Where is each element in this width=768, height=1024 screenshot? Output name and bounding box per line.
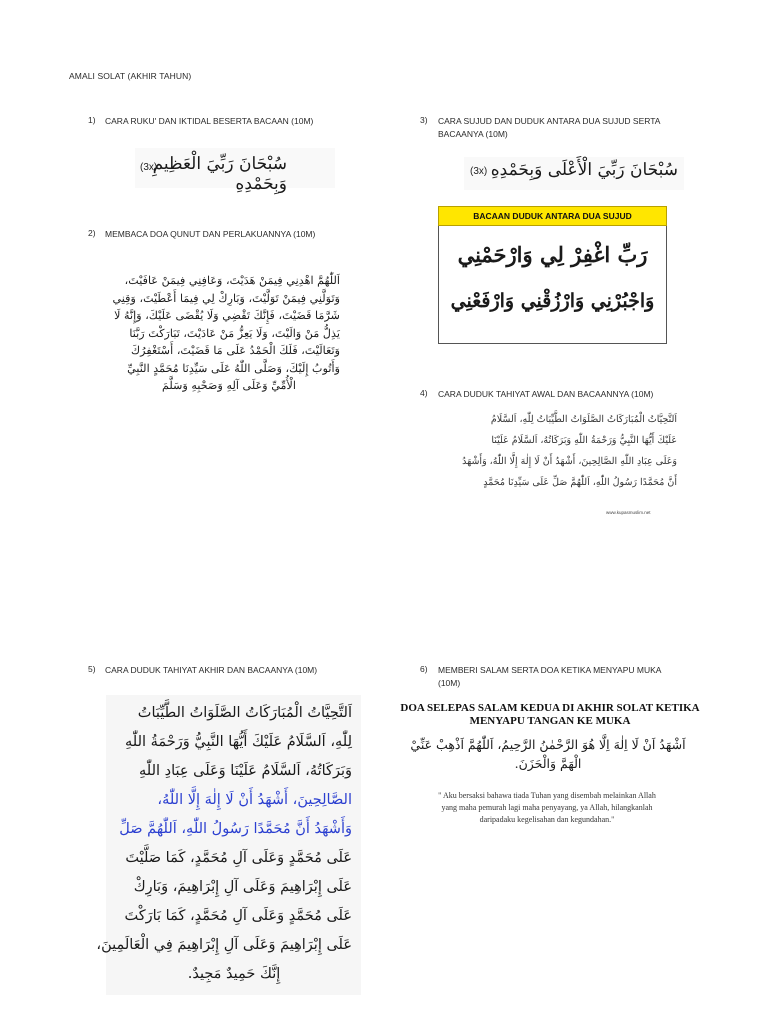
section-1-heading: CARA RUKU' DAN IKTIDAL BESERTA BACAAN (10M): [105, 116, 314, 126]
section-3-number: 3): [420, 115, 428, 125]
section-3-heading-line1: CARA SUJUD DAN DUDUK ANTARA DUA SUJUD SERTA: [438, 116, 661, 126]
ruku-count: (3x): [140, 162, 158, 173]
section-6-number: 6): [420, 664, 428, 674]
sujud-count: (3x): [470, 166, 488, 177]
qunut-line: شَرَّمَا قَضَيْتَ، فَإِنَّكَ تَقْضِي وَلَا يُقْضَى عَلَيْكَ، وَإِنَّهُ لَا: [114, 309, 340, 322]
qunut-line: الْأُمِّيِّ وَعَلَى آلِهِ وَصَحْبِهِ وَسَلَّمَ: [161, 379, 297, 392]
tahiyat-akhir-line-highlight: وَأَشْهَدُ أَنَّ مُحَمَّدًا رَسُولُ اللّٰهِ، اَللّٰهُمَّ صَلِّ: [119, 821, 352, 837]
section-3-heading-line2: BACAANYA (10M): [438, 129, 508, 139]
image-credit: www.kupasmuslim.net: [606, 510, 651, 515]
qunut-line: اَللّٰهُمَّ اهْدِنِي فِيمَنْ هَدَيْتَ، وَعَافِنِي فِيمَنْ عَافَيْتَ،: [124, 274, 340, 287]
tahiyat-akhir-line: عَلَى إِبْرَاهِيمَ وَعَلَى آلِ إِبْرَاهِيمَ، وَبَارِكْ: [133, 879, 352, 895]
qunut-line: يَذِلُّ مَنْ وَالَيْتَ، وَلَا يَعِزُّ مَنْ عَادَيْتَ، تَبَارَكْتَ رَبَّنَا: [129, 326, 340, 340]
ruku-arabic-box: [135, 148, 335, 194]
tahiyat-akhir-line: عَلَى إِبْرَاهِيمَ وَعَلَى آلِ إِبْرَاهِيمَ فِي الْعَالَمِينَ،: [96, 937, 352, 953]
tahiyat-akhir-line-highlight: الصَّالِحِينَ، أَشْهَدُ أَنْ لَا إِلٰهَ إِلَّا اللّٰهُ،: [157, 792, 352, 808]
salam-title: [400, 702, 700, 728]
page-title: AMALI SOLAT (AKHIR TAHUN): [69, 71, 192, 81]
duduk-line-1: رَبِّ اغْفِرْ لِي وَارْحَمْنِي: [457, 242, 648, 267]
section-5-number: 5): [88, 664, 96, 674]
sujud-arabic-text: سُبْحَانَ رَبِّيَ الْأَعْلَى وَبِحَمْدِهِ: [490, 160, 678, 180]
tahiyat-akhir-line: وَبَرَكَاتُهُ، اَلسَّلَامُ عَلَيْنَا وَعَلَى عِبَادِ اللّٰهِ: [139, 763, 352, 779]
tahiyat-awal-line: اَلتَّحِيَّاتُ الْمُبَارَكَاتُ الصَّلَوَاتُ الطَّيِّبَاتُ لِلّٰهِ، اَلسَّلَامُ: [490, 414, 677, 425]
salam-translation-line3: daripadaku kegelisahan dan kegundahan.": [479, 815, 615, 824]
salam-title-line2: MENYAPU TANGAN KE MUKA: [469, 715, 631, 727]
salam-title-line1: DOA SELEPAS SALAM KEDUA DI AKHIR SOLAT KETIKA: [400, 702, 700, 714]
qunut-line: وَأَتُوبُ إِلَيْكَ، وَصَلَّى اللّٰهُ عَلَى سَيِّدِنَا مُحَمَّدٍ النَّبِيِّ: [127, 361, 340, 375]
tahiyat-akhir-line: إِنَّكَ حَمِيدٌ مَجِيدٌ.: [187, 966, 281, 982]
tahiyat-awal-arabic: [432, 409, 677, 493]
tahiyat-akhir-box: [96, 695, 361, 995]
salam-translation-line2: yang maha pemurah lagi maha penyayang, ya Allah, hilangkanlah: [441, 803, 653, 812]
duduk-line-2: وَاجْبُرْنِي وَارْزُقْنِي وَارْفَعْنِي: [450, 290, 655, 312]
section-1-number: 1): [88, 115, 96, 125]
duduk-label: BACAAN DUDUK ANTARA DUA SUJUD: [438, 206, 667, 226]
salam-arabic-line1: اَشْهَدُ اَنْ لَا اِلٰهَ اِلَّا هُوَ الرَّحْمٰنُ الرَّحِيمُ، اَللّٰهُمَّ اَذْهِبْ عَنِّيْ: [410, 737, 686, 752]
salam-translation: [402, 790, 692, 826]
section-3-heading: [438, 115, 698, 141]
qunut-line: وَتَعَالَيْتَ، فَلَكَ الْحَمْدُ عَلَى مَا قَضَيْتَ، أَسْتَغْفِرُكَ: [130, 344, 340, 357]
section-2-number: 2): [88, 228, 96, 238]
tahiyat-awal-line: عَلَيْكَ أَيُّهَا النَّبِيُّ وَرَحْمَةُ اللّٰهِ وَبَرَكَاتُهُ، اَلسَّلَامُ عَلَيْنَا: [491, 435, 677, 446]
tahiyat-akhir-line: عَلَى مُحَمَّدٍ وَعَلَى آلِ مُحَمَّدٍ، كَمَا صَلَّيْتَ: [125, 850, 352, 866]
qunut-line: وَتَوَلَّنِي فِيمَنْ تَوَلَّيْتَ، وَبَارِكْ لِي فِيمَا أَعْطَيْتَ، وَقِنِي: [112, 291, 340, 305]
salam-translation-line1: " Aku bersaksi bahawa tiada Tuhan yang disembah melainkan Allah: [438, 791, 656, 800]
tahiyat-akhir-line: اَلتَّحِيَّاتُ الْمُبَارَكَاتُ الصَّلَوَاتُ الطَّيِّبَاتُ: [137, 705, 352, 721]
qunut-arabic: [112, 272, 340, 395]
tahiyat-awal-line: وَعَلَى عِبَادِ اللّٰهِ الصَّالِحِينَ، أَشْهَدُ أَنْ لَا إِلٰهَ إِلَّا اللّٰهُ، وَأَشْهَدُ: [462, 456, 677, 467]
tahiyat-awal-line: أَنَّ مُحَمَّدًا رَسُولُ اللّٰهِ، اَللّٰهُمَّ صَلِّ عَلَى سَيِّدِنَا مُحَمَّدٍ: [483, 477, 677, 488]
section-4-number: 4): [420, 388, 428, 398]
section-6-heading-line2: (10M): [438, 678, 461, 688]
ruku-arabic-text: سُبْحَانَ رَبِّيَ الْعَظِيمِ وَبِحَمْدِهِ: [152, 154, 287, 194]
section-5-heading: CARA DUDUK TAHIYAT AKHIR DAN BACAANYA (10M): [105, 665, 318, 675]
section-6-heading-line1: MEMBERI SALAM SERTA DOA KETIKA MENYAPU MUKA: [438, 665, 662, 675]
tahiyat-akhir-line: لِلّٰهِ، اَلسَّلَامُ عَلَيْكَ أَيُّهَا النَّبِيُّ وَرَحْمَةُ اللّٰهِ: [125, 734, 352, 750]
sujud-arabic-box: [464, 157, 684, 190]
salam-arabic-line2: الْهَمَّ وَالْحَزَنَ.: [514, 756, 582, 771]
section-2-heading: MEMBACA DOA QUNUT DAN PERLAKUANNYA (10M): [105, 229, 316, 239]
tahiyat-akhir-line: عَلَى مُحَمَّدٍ وَعَلَى آلِ مُحَمَّدٍ، كَمَا بَارَكْتَ: [124, 908, 352, 924]
duduk-arabic-box: [438, 226, 667, 344]
section-6-heading: [438, 664, 708, 690]
salam-arabic: [403, 735, 693, 773]
tahiyat-akhir-arabic: [96, 699, 352, 989]
section-4-heading: CARA DUDUK TAHIYAT AWAL DAN BACAANNYA (10M): [438, 389, 654, 399]
